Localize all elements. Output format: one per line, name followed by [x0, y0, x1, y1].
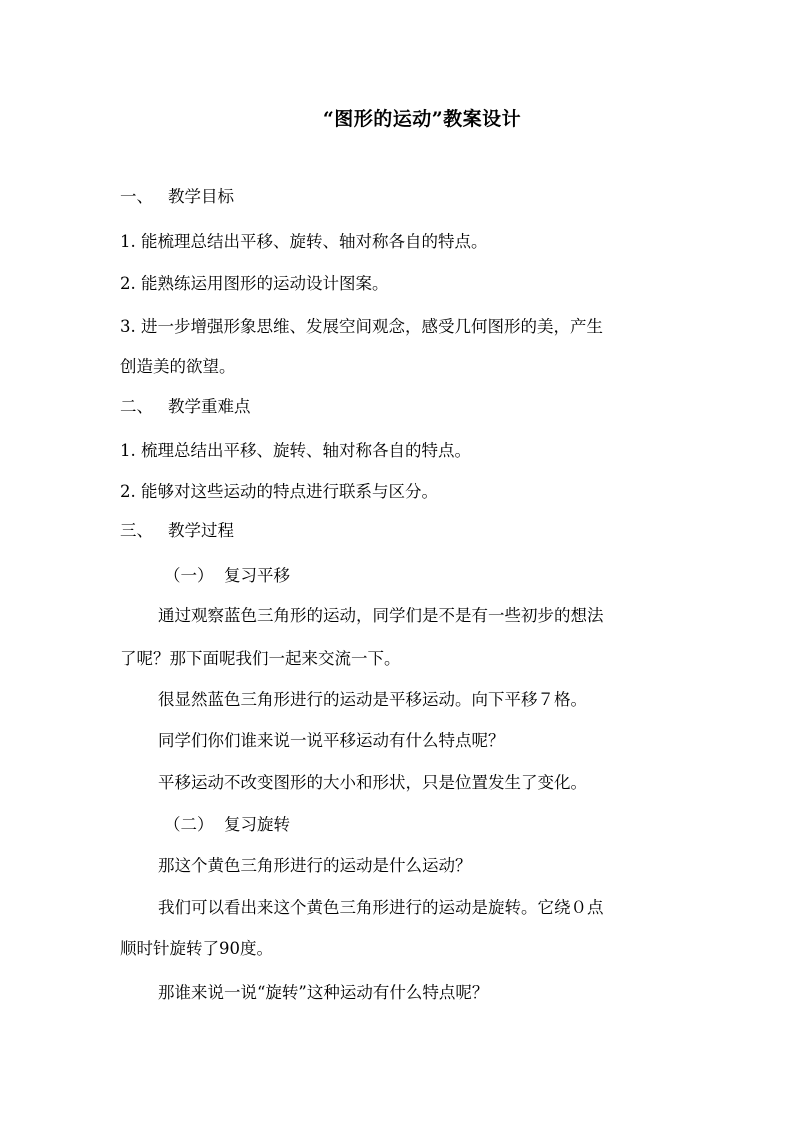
list-item: 2. 能熟练运用图形的运动设计图案。 [120, 274, 389, 293]
paragraph: 那谁来说一说“旋转”这种运动有什么特点呢？ [158, 983, 489, 1002]
list-item-continuation: 创造美的欲望。 [120, 357, 236, 376]
subsection-heading-2 [120, 815, 724, 835]
paragraph: 很显然蓝色三角形进行的运动是平移运动。向下平移７格。 [158, 690, 587, 709]
section-heading-3 [120, 521, 680, 541]
section-title: 教学重难点 [168, 397, 251, 416]
paragraph: 我们可以看出来这个黄色三角形进行的运动是旋转。它绕０点 [158, 898, 604, 917]
paragraph-continuation: 顺时针旋转了90度。 [120, 939, 273, 958]
section-number: 二、 [120, 397, 153, 416]
section-title: 教学过程 [168, 521, 234, 540]
paragraph: 同学们你们谁来说一说平移运动有什么特点呢？ [158, 731, 505, 750]
list-item: 3. 进一步增强形象思维、发展空间观念，感受几何图形的美，产生 [120, 317, 603, 336]
section-title: 教学目标 [168, 187, 234, 206]
document-title: “图形的运动”教案设计 [322, 108, 522, 130]
subsection-number: （一） [164, 566, 214, 585]
subsection-title: 复习旋转 [224, 815, 290, 834]
section-heading-2 [120, 397, 680, 417]
paragraph: 平移运动不改变图形的大小和形状，只是位置发生了变化。 [158, 773, 587, 792]
subsection-number: （二） [164, 815, 214, 834]
list-item: 1. 能梳理总结出平移、旋转、轴对称各自的特点。 [120, 232, 488, 251]
list-item: 2. 能够对这些运动的特点进行联系与区分。 [120, 482, 438, 501]
paragraph: 那这个黄色三角形进行的运动是什么运动？ [158, 856, 472, 875]
paragraph-continuation: 了呢？那下面呢我们一起来交流一下。 [120, 649, 401, 668]
paragraph: 通过观察蓝色三角形的运动，同学们是不是有一些初步的想法 [158, 606, 604, 625]
subsection-title: 复习平移 [224, 566, 290, 585]
section-number: 一、 [120, 187, 153, 206]
section-heading-1 [120, 187, 680, 207]
list-item: 1. 梳理总结出平移、旋转、轴对称各自的特点。 [120, 441, 471, 460]
section-number: 三、 [120, 521, 153, 540]
subsection-heading-1 [120, 566, 724, 586]
